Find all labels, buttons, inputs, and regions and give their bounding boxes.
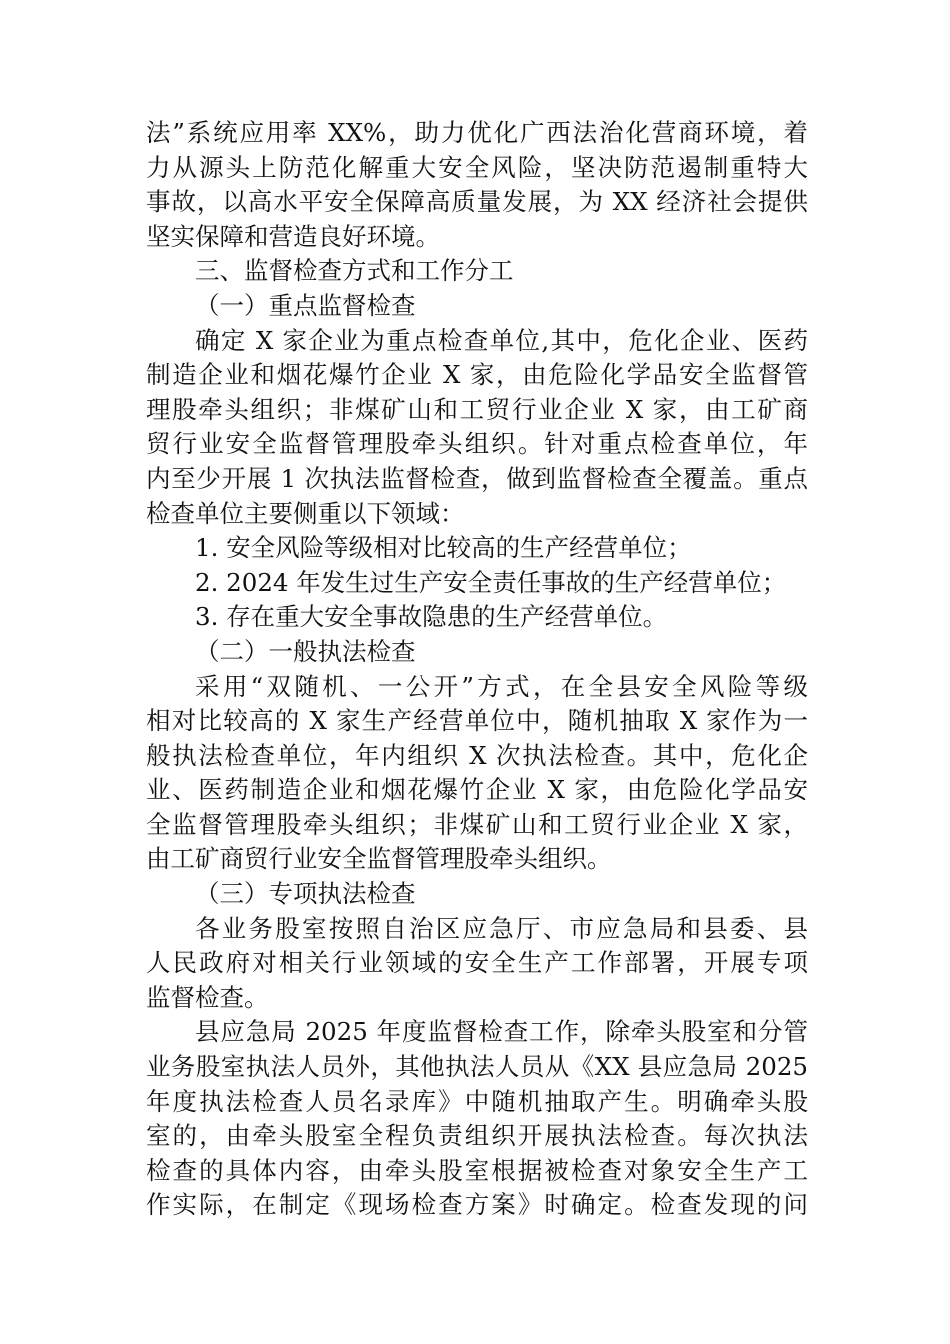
text-line: 监督检查。 (146, 982, 269, 1012)
text-line: 全监督管理股牵头组织；非煤矿山和工贸行业企业 X 家， (146, 809, 808, 839)
text-line: 年度执法检查人员名录库》中随机抽取产生。明确牵头股 (146, 1086, 808, 1116)
text-line: 作实际，在制定《现场检查方案》时确定。检查发现的问 (146, 1190, 808, 1220)
text-line: 业、医药制造企业和烟花爆竹企业 X 家，由危险化学品安 (146, 775, 808, 805)
text-line: 法”系统应用率 XX%，助力优化广西法治化营商环境，着 (146, 118, 808, 147)
subsection-heading: （三）专项执法检查 (195, 879, 416, 909)
text-line: 业务股室执法人员外，其他执法人员从《XX 县应急局 2025 (146, 1052, 808, 1082)
list-item: 3. 存在重大安全事故隐患的生产经营单位。 (195, 602, 668, 632)
text-line: 般执法检查单位，年内组织 X 次执法检查。其中，危化企 (146, 740, 808, 770)
subsection-heading: （一）重点监督检查 (195, 290, 416, 320)
document-page (146, 116, 808, 1223)
text-line: 制造企业和烟花爆竹企业 X 家，由危险化学品安全监督管 (146, 360, 808, 390)
text-line: 室的，由牵头股室全程负责组织开展执法检查。每次执法 (146, 1121, 808, 1151)
text-line: 各业务股室按照自治区应急厅、市应急局和县委、县 (195, 913, 808, 943)
list-item: 1. 安全风险等级相对比较高的生产经营单位； (195, 533, 692, 563)
text-line: 事故，以高水平安全保障高质量发展，为 XX 经济社会提供 (146, 187, 808, 217)
text-line: 坚实保障和营造良好环境。 (146, 221, 440, 251)
text-line: 贸行业安全监督管理股牵头组织。针对重点检查单位，年 (146, 429, 808, 459)
text-line: 县应急局 2025 年度监督检查工作，除牵头股室和分管 (195, 1017, 808, 1047)
text-line: 检查的具体内容，由牵头股室根据被检查对象安全生产工 (146, 1155, 808, 1185)
text-line: 力从源头上防范化解重大安全风险，坚决防范遏制重特大 (146, 152, 808, 182)
text-line: 检查单位主要侧重以下领域： (146, 498, 465, 528)
text-line: 采用“双随机、一公开”方式，在全县安全风险等级 (195, 671, 808, 701)
text-line: 由工矿商贸行业安全监督管理股牵头组织。 (146, 844, 612, 874)
list-item: 2. 2024 年发生过生产安全责任事故的生产经营单位； (195, 567, 787, 597)
text-line: 确定 X 家企业为重点检查单位,其中，危化企业、医药 (195, 325, 808, 355)
text-line: 内至少开展 1 次执法监督检查，做到监督检查全覆盖。重点 (146, 463, 808, 493)
subsection-heading: （二）一般执法检查 (195, 636, 416, 666)
text-line: 人民政府对相关行业领域的安全生产工作部署，开展专项 (146, 948, 808, 978)
text-line: 理股牵头组织；非煤矿山和工贸行业企业 X 家，由工矿商 (146, 394, 808, 424)
text-line: 相对比较高的 X 家生产经营单位中，随机抽取 X 家作为一 (146, 706, 808, 736)
section-heading: 三、监督检查方式和工作分工 (195, 256, 514, 286)
